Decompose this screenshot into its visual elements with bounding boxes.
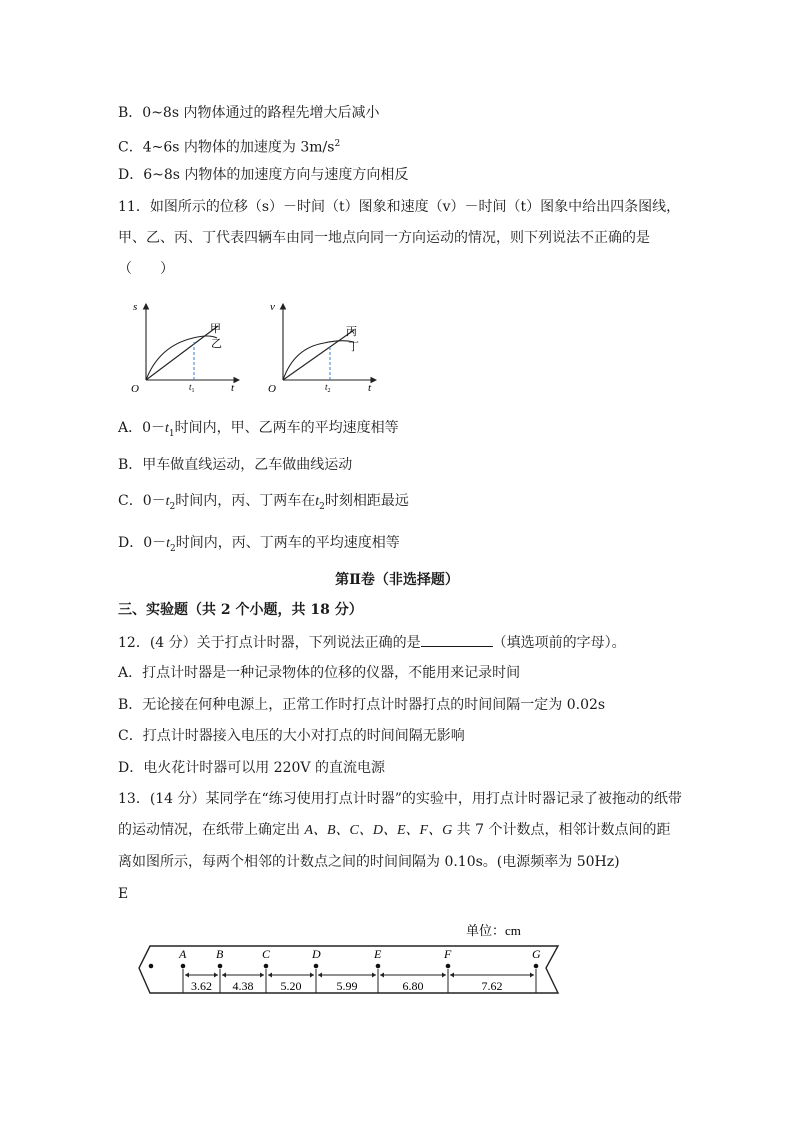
q12-stem-text: 12．(4 分）关于打点计时器，下列说法正确的是 xyxy=(118,635,421,651)
q11-option-c xyxy=(118,491,409,517)
tape-point-label-b: B xyxy=(216,947,224,961)
tape-point-label-d: D xyxy=(312,947,321,961)
part2-title: 第Ⅱ卷（非选择题） xyxy=(335,572,459,588)
tape-leading-dot xyxy=(149,964,154,969)
tape-point-label-c: C xyxy=(262,947,271,961)
q12-option-d: D．电火花计时器可以用 220V 的直流电源 xyxy=(118,760,385,776)
q11-a-text: 时间内，甲、乙两车的平均速度相等 xyxy=(174,420,399,436)
tape-point-g xyxy=(534,964,539,969)
vt-label-ding: 丁 xyxy=(348,341,359,353)
st-x-label: t xyxy=(231,382,235,393)
q12-option-c: C．打点计时器接入电压的大小对打点的时间间隔无影响 xyxy=(118,728,465,744)
tape-point-label-f: F xyxy=(444,947,452,961)
q11-c-sub: 2 xyxy=(169,501,176,512)
tape-arrowhead xyxy=(530,973,534,978)
tape-arrowhead xyxy=(310,973,314,978)
vt-curve-ding xyxy=(283,341,354,380)
q10-option-c-text: C．4~6s 内物体的加速度为 3m/s xyxy=(118,139,335,156)
q13-stem-line1: 13．(14 分）某同学在“练习使用打点计时器”的实验中，用打点计时器记录了被拖动的纸带 xyxy=(118,791,682,807)
q11-vt-graph xyxy=(262,298,387,393)
q13-line2-b: 共 7 个计数点，相邻计数点间的距 xyxy=(452,822,671,838)
st-y-label: s xyxy=(133,301,138,313)
tape-point-label-e: E xyxy=(374,947,382,961)
q13-line2-a: 的运动情况，在纸带上确定出 xyxy=(118,822,305,838)
q13-stem-line3: 离如图所示，每两个相邻的计数点之间的时间间隔为 0.10s。(电源频率为 50Hz) xyxy=(118,854,620,870)
tape-point-f xyxy=(446,964,451,969)
q11-option-d xyxy=(118,533,400,559)
tape-arrowhead xyxy=(214,973,218,978)
q11-a-prefix: A．0－ xyxy=(118,420,166,436)
q11-st-graph xyxy=(125,298,250,393)
tape-distance-label: 4.38 xyxy=(232,979,254,993)
vt-line-bing xyxy=(283,330,354,380)
q12-option-a: A．打点计时器是一种记录物体的位移的仪器，不能用来记录时间 xyxy=(118,665,521,681)
vt-y-label: v xyxy=(270,301,275,313)
q11-stem-line3: （ ） xyxy=(118,261,174,277)
q12-stem xyxy=(118,632,626,653)
q11-stem-line2: 甲、乙、丙、丁代表四辆车由同一地点向同一方向运动的情况，则下列说法不正确的是 xyxy=(118,230,650,246)
tape-point-e xyxy=(376,964,381,969)
q11-c-sub2: 2 xyxy=(319,501,325,512)
q11-d-t: t xyxy=(166,536,171,551)
tape-unit-label: 单位：cm xyxy=(466,923,521,938)
tape-arrowhead xyxy=(372,973,376,978)
q11-a-t: t xyxy=(165,421,169,436)
q11-d-prefix: D．0－ xyxy=(118,535,167,551)
st-line-jia xyxy=(146,326,218,380)
vt-origin-label: O xyxy=(268,383,276,393)
q13-stem-line2 xyxy=(118,820,670,841)
q13-line2-points: A、B、C、D、E、F、G xyxy=(304,823,453,838)
tape-arrowhead xyxy=(222,973,226,978)
tape-arrowhead xyxy=(260,973,264,978)
q11-c-t2: t xyxy=(315,494,320,509)
q13-stray-label: E xyxy=(118,886,129,902)
q11-option-b: B．甲车做直线运动，乙车做曲线运动 xyxy=(118,457,353,473)
tape-point-d xyxy=(314,964,319,969)
tape-arrowhead xyxy=(442,973,446,978)
q11-c-prefix: C．0－ xyxy=(118,493,166,509)
st-origin-label: O xyxy=(131,383,139,393)
tape-distance-label: 3.62 xyxy=(191,979,212,993)
q10-option-c xyxy=(118,134,340,158)
q11-d-sub: 2 xyxy=(170,543,176,554)
q11-a-sub: 1 xyxy=(168,428,175,439)
st-label-yi: 乙 xyxy=(211,338,222,350)
st-t1-label: $t_1$ xyxy=(189,382,195,393)
tape-arrowhead xyxy=(268,973,272,978)
q11-c-t: t xyxy=(165,494,170,509)
q12-option-b: B．无论接在何种电源上，正常工作时打点计时器打点的时间间隔一定为 0.02s xyxy=(118,697,606,713)
q11-c-text2: 时刻相距最远 xyxy=(324,493,409,509)
tape-arrowhead xyxy=(318,973,322,978)
tape-distance-label: 7.62 xyxy=(481,979,503,993)
vt-label-bing: 丙 xyxy=(346,326,357,338)
q11-d-text: 时间内，丙、丁两车的平均速度相等 xyxy=(175,535,400,551)
section3-title: 三、实验题（共 2 个小题，共 18 分） xyxy=(118,602,363,618)
q11-c-text1: 时间内，丙、丁两车在 xyxy=(175,493,316,509)
q11-option-a xyxy=(118,418,399,444)
tape-point-label-a: A xyxy=(179,947,187,961)
tape-arrowhead xyxy=(380,973,384,978)
q12-stem-tail: （填选项前的字母）。 xyxy=(492,635,626,651)
tape-point-b xyxy=(218,964,223,969)
q11-stem-line1: 11．如图所示的位移（s）－时间（t）图象和速度（v）－时间（t）图象中给出四条图线， xyxy=(118,199,681,215)
tape-point-label-g: G xyxy=(532,947,541,961)
tape-point-c xyxy=(264,964,269,969)
vt-t2-label: $t_2$ xyxy=(325,382,331,393)
tape-arrowhead xyxy=(450,973,454,978)
q12-answer-blank[interactable] xyxy=(421,632,493,647)
st-label-jia: 甲 xyxy=(210,323,221,335)
vt-x-label: t xyxy=(368,382,372,393)
tape-point-a xyxy=(181,964,186,969)
tape-distance-label: 6.80 xyxy=(402,979,424,993)
tape-distance-label: 5.99 xyxy=(336,979,358,993)
tape-arrowhead xyxy=(185,973,189,978)
q10-option-d: D．6~8s 内物体的加速度方向与速度方向相反 xyxy=(118,167,409,183)
q10-option-c-exponent: 2 xyxy=(334,139,341,149)
q10-option-b: B．0~8s 内物体通过的路程先增大后减小 xyxy=(118,105,380,121)
tape-distance-label: 5.20 xyxy=(280,979,302,993)
paper-tape-diagram xyxy=(136,915,576,1005)
st-curve-yi xyxy=(146,336,217,380)
